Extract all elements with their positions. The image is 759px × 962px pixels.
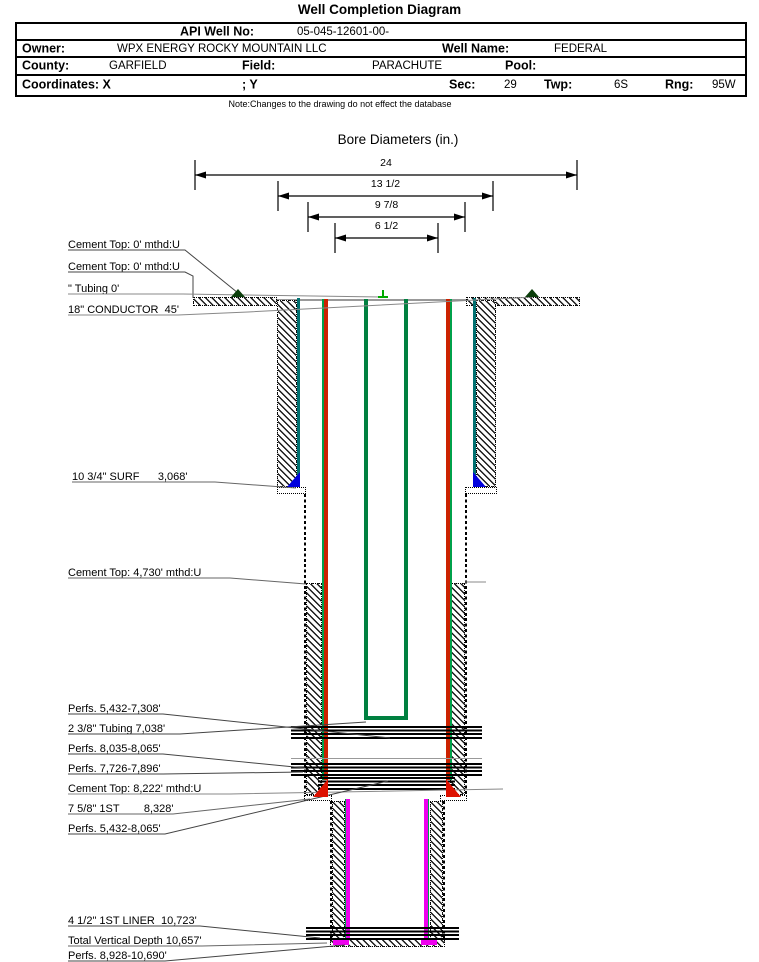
owner-label: Owner:	[22, 41, 66, 56]
rng-label: Rng:	[665, 77, 694, 92]
dim-9-7-8: 9 7/8	[374, 199, 399, 211]
perf-band-7726-7896	[291, 763, 482, 776]
conductor-bar-left	[193, 297, 277, 306]
liner-shoe-left	[333, 940, 349, 945]
cement-top-marker-left	[231, 289, 245, 297]
county-value: GARFIELD	[109, 59, 167, 72]
tubing-line-left	[364, 299, 368, 720]
table-row-coordinates	[17, 76, 745, 93]
sec-label: Sec:	[449, 77, 476, 92]
perf-band-5432-7308	[291, 726, 482, 739]
well-name-value: FEDERAL	[554, 42, 608, 55]
tubing-bottom	[364, 716, 408, 720]
step-plate-left-2	[304, 795, 332, 801]
field-value: PARACHUTE	[372, 59, 443, 72]
dim-13-1-2: 13 1/2	[370, 178, 401, 190]
api-label: API Well No:	[180, 24, 255, 39]
step-plate-left-1	[277, 487, 306, 494]
pool-label: Pool:	[505, 58, 537, 73]
well-name-label: Well Name:	[442, 41, 510, 56]
cement-top-marker-right	[525, 289, 539, 297]
liner-line-left	[346, 799, 350, 939]
label-perfs-8928-10690: Perfs. 8,928-10,690'	[68, 950, 167, 962]
api-value: 05-045-12601-00-	[297, 25, 390, 38]
label-surface-casing: 10 3/4" SURF 3,068'	[72, 471, 188, 483]
sec-value: 29	[504, 78, 517, 91]
first-casing-line-left	[324, 299, 328, 780]
cement-top-gray-line	[291, 758, 482, 759]
label-tubing-7038: 2 3/8" Tubing 7,038'	[68, 723, 166, 735]
well-info-table	[15, 22, 747, 97]
label-conductor: 18" CONDUCTOR 45'	[68, 304, 179, 316]
dim-24: 24	[380, 157, 392, 169]
perf-band-8035-8065	[318, 777, 455, 790]
coordinates-label: Coordinates: X	[22, 77, 111, 92]
twp-label: Twp:	[544, 77, 573, 92]
label-first-casing: 7 5/8" 1ST 8,328'	[68, 803, 174, 815]
dim-6-1-2: 6 1/2	[374, 220, 399, 232]
table-row-county	[17, 58, 745, 76]
rng-value: 95W	[712, 78, 736, 91]
table-row-owner	[17, 41, 745, 58]
label-cement-top-4730: Cement Top: 4,730' mthd:U	[68, 567, 202, 579]
liner-edge-right	[428, 799, 429, 939]
step-plate-right-1	[465, 487, 497, 494]
surface-cement-right	[476, 300, 496, 487]
label-cement-top-8222: Cement Top: 8,222' mthd:U	[68, 783, 202, 795]
surface-casing-line-right	[473, 298, 476, 487]
coordinates-y-label: ; Y	[242, 77, 258, 92]
surface-cement-left	[277, 300, 297, 487]
table-row-api	[17, 24, 745, 41]
liner-cement-left	[332, 801, 345, 939]
county-label: County:	[22, 58, 70, 73]
tubing-line-right	[404, 299, 408, 720]
field-label: Field:	[242, 58, 276, 73]
twp-value: 6S	[614, 78, 629, 91]
label-perfs-5432-8065: Perfs. 5,432-8,065'	[68, 823, 161, 835]
label-tubing-0: " Tubing 0'	[68, 283, 120, 295]
label-perfs-5432-7308: Perfs. 5,432-7,308'	[68, 703, 161, 715]
borehole-wall-right-2	[465, 494, 467, 795]
owner-value: WPX ENERGY ROCKY MOUNTAIN LLC	[117, 42, 327, 55]
label-tvd: Total Vertical Depth 10,657'	[68, 935, 202, 947]
borehole-wall-right-3	[443, 801, 445, 947]
liner-cement-right	[430, 801, 443, 939]
bore-diameters-title: Bore Diameters (in.)	[337, 132, 459, 147]
database-note: Note:Changes to the drawing do not effect the database	[228, 99, 452, 109]
label-cement-top-0-a: Cement Top: 0' mthd:U	[68, 239, 180, 251]
liner-shoe-right	[421, 940, 437, 945]
tubing-hanger-tick	[382, 290, 384, 298]
label-perfs-8035-8065: Perfs. 8,035-8,065'	[68, 743, 161, 755]
label-perfs-7726-7896: Perfs. 7,726-7,896'	[68, 763, 161, 775]
perf-band-8928-10690	[306, 927, 459, 940]
tubing-hanger-tick-base	[378, 296, 388, 298]
casing-edge-right	[450, 299, 452, 780]
label-liner: 4 1/2" 1ST LINER 10,723'	[68, 915, 197, 927]
page-title: Well Completion Diagram	[297, 2, 462, 17]
label-cement-top-0-b: Cement Top: 0' mthd:U	[68, 261, 180, 273]
surface-casing-line-left	[297, 298, 300, 487]
